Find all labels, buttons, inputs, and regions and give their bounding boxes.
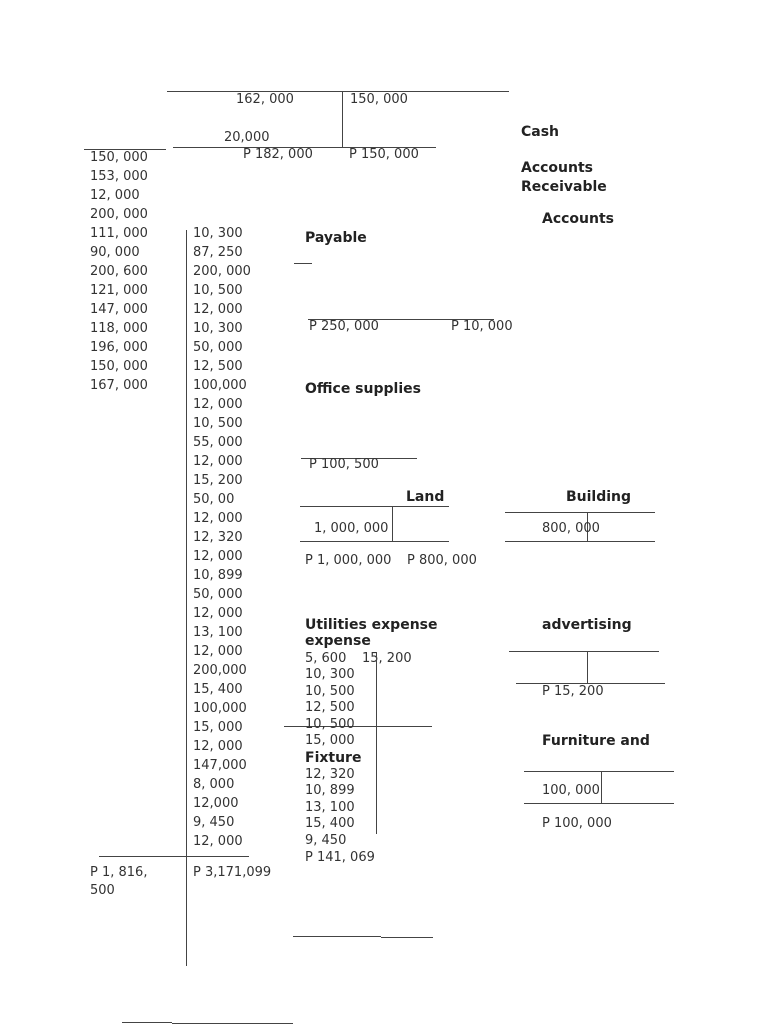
- ar-credit-entry: 13, 100: [193, 625, 243, 640]
- land-total: P 1, 000, 000: [305, 553, 392, 568]
- ar-credit-entry: 10, 899: [193, 568, 243, 583]
- ar-credit-entry: 12, 000: [193, 606, 243, 621]
- ar-credit-total: P 3,171,099: [193, 865, 272, 880]
- furniture-top-rule: [524, 771, 674, 772]
- ar-credit-entry: 147,000: [193, 758, 247, 773]
- ar-credit-column: [193, 226, 251, 853]
- utilities-divider: [376, 652, 377, 834]
- advertising-divider: [587, 652, 588, 683]
- ar-credit-entry: 12, 500: [193, 359, 243, 374]
- ar-credit-entry: 12, 000: [193, 397, 243, 412]
- ar-title-line2: Receivable: [521, 179, 607, 195]
- furniture-total: P 100, 000: [542, 816, 612, 831]
- ar-credit-entry: 15, 400: [193, 682, 243, 697]
- ar-total-rule: [99, 856, 249, 857]
- building-title: Building: [566, 489, 632, 505]
- furniture-value: 100, 000: [542, 783, 600, 798]
- utilities-first-left: 5, 600: [305, 651, 347, 666]
- utilities-entry: 13, 100: [305, 799, 355, 815]
- ar-debit-entry: 147, 000: [90, 302, 148, 317]
- advertising-total: P 15, 200: [542, 684, 604, 699]
- utilities-entry: 12, 500: [305, 700, 355, 716]
- ar-credit-entry: 12, 320: [193, 530, 243, 545]
- ar-credit-entry: 50, 000: [193, 340, 243, 355]
- ap-credit-total: P 10, 000: [451, 319, 513, 334]
- ar-credit-entry: 10, 300: [193, 321, 243, 336]
- ar-debit-entry: 167, 000: [90, 378, 148, 393]
- ar-credit-entry: 12, 000: [193, 302, 243, 317]
- ar-debit-entry: 153, 000: [90, 169, 148, 184]
- ar-credit-entry: 9, 450: [193, 815, 235, 830]
- ar-credit-entry: 12, 000: [193, 454, 243, 469]
- building-total: P 800, 000: [407, 553, 477, 568]
- ar-credit-entry: 10, 500: [193, 416, 243, 431]
- ar-credit-entry: 200, 000: [193, 264, 251, 279]
- utilities-entry: 12, 320: [305, 766, 355, 782]
- ap-title-line1: Accounts: [542, 211, 615, 227]
- page-bottom-rule-a: [122, 1022, 172, 1023]
- ar-credit-entry: 100,000: [193, 378, 247, 393]
- utilities-title-line1: Utilities expense: [305, 617, 438, 633]
- ar-debit-entry: 200, 600: [90, 264, 148, 279]
- land-title: Land: [406, 489, 445, 505]
- advertising-title: advertising: [542, 617, 632, 633]
- ar-credit-entry: 55, 000: [193, 435, 243, 450]
- ar-debit-entry: 196, 000: [90, 340, 148, 355]
- land-divider: [392, 507, 393, 542]
- cash-credit-top: 150, 000: [350, 92, 408, 107]
- ap-title-line2: Payable: [305, 230, 367, 246]
- building-bottom-rule: [505, 541, 655, 542]
- ar-credit-entry: 100,000: [193, 701, 247, 716]
- utilities-entry: 10, 500: [305, 716, 355, 732]
- ar-debit-entry: 121, 000: [90, 283, 148, 298]
- ar-debit-entry: 90, 000: [90, 245, 140, 260]
- land-top-rule: [300, 506, 449, 507]
- utilities-entries: [305, 667, 375, 866]
- utilities-entry: 10, 300: [305, 667, 355, 682]
- office-supplies-title: Office supplies: [305, 381, 421, 397]
- ar-credit-entry: 12, 000: [193, 549, 243, 564]
- cash-top-rule: [167, 91, 509, 92]
- cash-debit-top: 162, 000: [236, 92, 294, 107]
- cash-debit-mid: 20,000: [224, 130, 270, 145]
- ar-credit-entry: 12, 000: [193, 644, 243, 659]
- ar-debit-total-line2: 500: [90, 883, 115, 898]
- cash-credit-total: P 150, 000: [349, 147, 419, 162]
- ar-credit-entry: 15, 200: [193, 473, 243, 488]
- utilities-entry: Fixture: [305, 749, 362, 766]
- ap-short-rule: [294, 263, 312, 264]
- ar-credit-entry: 12, 000: [193, 834, 243, 849]
- ar-credit-entry: 12, 000: [193, 739, 243, 754]
- land-bottom-rule: [300, 541, 449, 542]
- ar-credit-entry: 50, 000: [193, 587, 243, 602]
- building-top-rule: [505, 512, 655, 513]
- ar-credit-entry: 50, 00: [193, 492, 235, 507]
- ar-credit-entry: 12, 000: [193, 511, 243, 526]
- building-value: 800, 000: [542, 521, 600, 536]
- ar-title-line1: Accounts: [521, 160, 594, 176]
- ar-debit-entry: 150, 000: [90, 150, 148, 165]
- office-supplies-total: P 100, 500: [309, 457, 379, 472]
- ap-debit-total: P 250, 000: [309, 319, 379, 334]
- utilities-entry: 9, 450: [305, 832, 347, 848]
- furniture-bottom-rule: [524, 803, 674, 804]
- cash-divider: [342, 92, 343, 147]
- furniture-title: Furniture and: [542, 733, 650, 749]
- ar-credit-entry: 12,000: [193, 796, 239, 811]
- ar-debit-entry: 12, 000: [90, 188, 140, 203]
- land-value: 1, 000, 000: [314, 521, 389, 536]
- utilities-entry: P 141, 069: [305, 849, 375, 865]
- utilities-bottom-rule-b: [381, 937, 433, 938]
- utilities-entry: 10, 500: [305, 683, 355, 699]
- furniture-divider: [601, 772, 602, 804]
- utilities-entry: 15, 400: [305, 816, 355, 832]
- advertising-top-rule: [509, 651, 659, 652]
- ar-debit-total-line1: P 1, 816,: [90, 865, 148, 880]
- ar-credit-entry: 15, 000: [193, 720, 243, 735]
- utilities-entry: 15, 000: [305, 733, 355, 749]
- utilities-first-right: 15, 200: [362, 651, 412, 666]
- utilities-bottom-rule-a: [293, 936, 381, 937]
- ar-credit-entry: 200,000: [193, 663, 247, 678]
- ar-debit-entry: 118, 000: [90, 321, 148, 336]
- ar-debit-entry: 111, 000: [90, 226, 148, 241]
- ar-debit-entry: 150, 000: [90, 359, 148, 374]
- ar-debit-entry: 200, 000: [90, 207, 148, 222]
- utilities-entry: 10, 899: [305, 783, 355, 799]
- ar-credit-entry: 10, 300: [193, 226, 243, 241]
- ar-credit-entry: 87, 250: [193, 245, 243, 260]
- ar-credit-entry: 8, 000: [193, 777, 235, 792]
- ar-debit-column: [90, 150, 148, 397]
- utilities-title-line2: expense: [305, 633, 371, 649]
- ar-credit-entry: 10, 500: [193, 283, 243, 298]
- cash-title: Cash: [521, 124, 560, 140]
- cash-debit-total: P 182, 000: [243, 147, 313, 162]
